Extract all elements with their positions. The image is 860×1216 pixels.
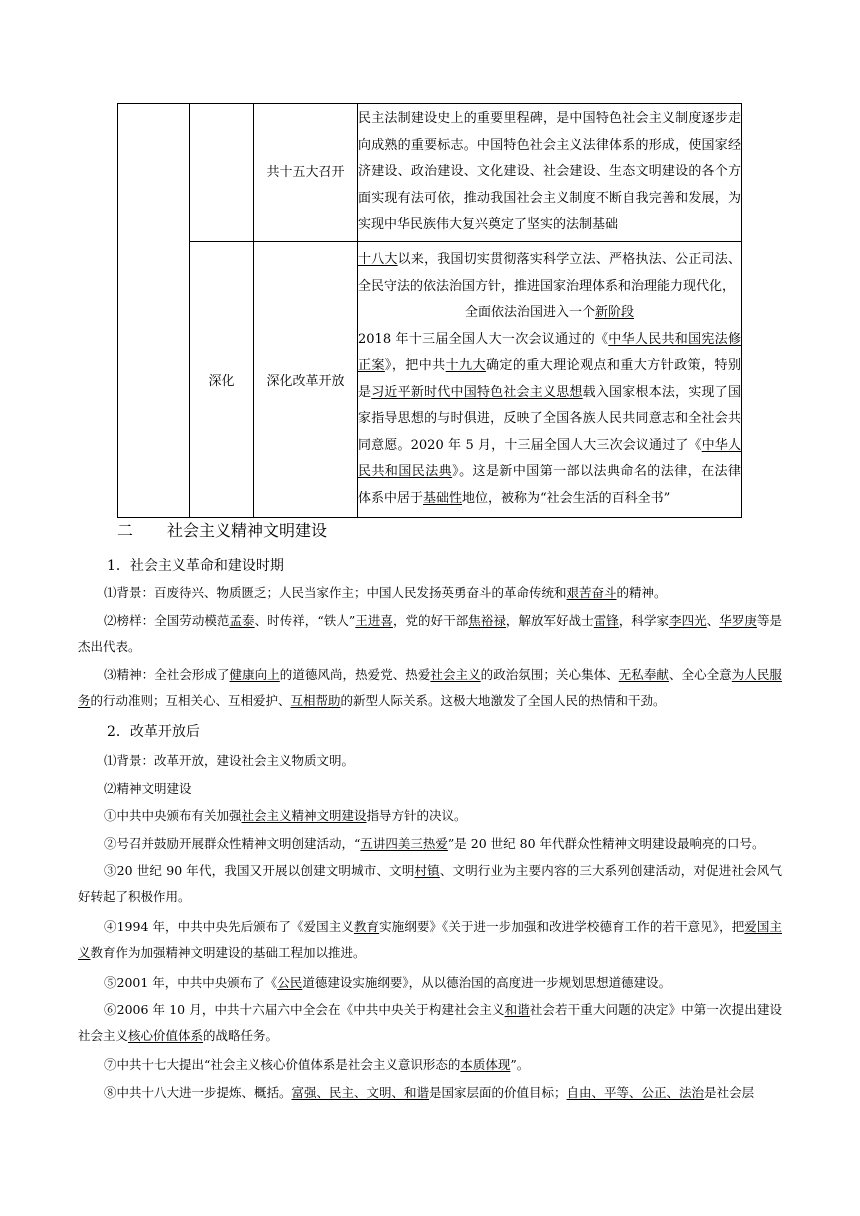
table-cell-empty <box>118 104 190 518</box>
section-title: 二 社会主义精神文明建设 <box>117 521 328 540</box>
paragraph-civilization: ⑵精神文明建设 <box>104 781 192 796</box>
list-item: ③20 世纪 90 年代，我国又开展以创建文明城市、文明村镇、文明行业为主要内容的三大系列创建活动，对促进社会风气好转起了积极作用。 <box>78 863 782 904</box>
history-table <box>117 103 742 518</box>
subsection-title-2: 2．改革开放后 <box>107 724 200 740</box>
paragraph-models: ⑵榜样：全国劳动模范孟泰、时传祥，“铁人”王进喜，党的好干部焦裕禄，解放军好战士雷锋，科学家李四光、华罗庚等是杰出代表。 <box>78 613 782 654</box>
paragraph-background-2: ⑴背景：改革开放，建设社会主义物质文明。 <box>104 753 355 768</box>
table-cell-content: 民主法制建设史上的重要里程碑，是中国特色社会主义制度逐步走向成熟的重要标志。中国特色社会主义法律体系的形成，使国家经济建设、政治建设、文化建设、社会建设、生态文明建设的各个方面实现有法可依，推动我国社会主义制度不断自我完善和发展，为实现中华民族伟大复兴奠定了坚实的法制基础 <box>358 104 742 242</box>
table-cell-stage: 深化 <box>190 242 254 518</box>
subsection-title-1: 1．社会主义革命和建设时期 <box>107 558 284 574</box>
paragraph-spirit: ⑶精神：全社会形成了健康向上的道德风尚，热爱党、热爱社会主义的政治氛围；关心集体、无私奉献、全心全意为人民服务的行动准则；互相关心、互相爱护、互相帮助的新型人际关系。这极大地激发了全国人民的热情和干劲。 <box>78 667 782 708</box>
table-cell-content: 十八大以来，我国切实贯彻落实科学立法、严格执法、公正司法、全民守法的依法治国方针，推进国家治理体系和治理能力现代化， 全面依法治国进入一个新阶段 2018 年十三届全国人大一次会议通过的《中华人民共和国宪法修正案》，把中共十九大确定的重大理论观点和重大方针政策，特别是习近平新时代中国特色社会主义思想载入国家根本法，实现了国家指导思想的与时俱进，反映了全国各族人民共同意志和全社会共同意愿。2020 年 5 月，十三届全国人大三次会议通过了《中华人民共和国民法典》。这是新中国第一部以法典命名的法律，在法律体系中居于基础性地位，被称为“社会生活的百科全书” <box>358 242 742 518</box>
list-item: ⑥2006 年 10 月，中共十六届六中全会在《中共中央关于构建社会主义和谐社会若干重大问题的决定》中第一次提出建设社会主义核心价值体系的战略任务。 <box>78 1002 782 1043</box>
list-item: ④1994 年，中共中央先后颁布了《爱国主义教育实施纲要》《关于进一步加强和改进学校德育工作的若干意见》，把爱国主义教育作为加强精神文明建设的基础工程加以推进。 <box>78 919 782 960</box>
list-item: ⑦中共十七大提出“社会主义核心价值体系是社会主义意识形态的本质体现”。 <box>104 1057 530 1072</box>
list-item: ⑤2001 年，中共中央颁布了《公民道德建设实施纲要》，从以德治国的高度进一步规划思想道德建设。 <box>104 975 672 990</box>
paragraph-background-1: ⑴背景：百废待兴、物质匮乏；人民当家作主；中国人民发扬英勇奋斗的革命传统和艰苦奋斗的精神。 <box>104 585 667 600</box>
list-item: ②号召并鼓励开展群众性精神文明创建活动，“五讲四美三热爱”是 20 世纪 80 年代群众性精神文明建设最响亮的口号。 <box>104 836 765 851</box>
table-cell-event: 共十五大召开 <box>254 104 358 242</box>
list-item: ①中共中央颁布有关加强社会主义精神文明建设指导方针的决议。 <box>104 808 467 823</box>
table-cell-stage-empty <box>190 104 254 242</box>
list-item: ⑧中共十八大进一步提炼、概括。富强、民主、文明、和谐是国家层面的价值目标；自由、平等、公正、法治是社会层 <box>104 1085 755 1100</box>
table-cell-event: 深化改革开放 <box>254 242 358 518</box>
